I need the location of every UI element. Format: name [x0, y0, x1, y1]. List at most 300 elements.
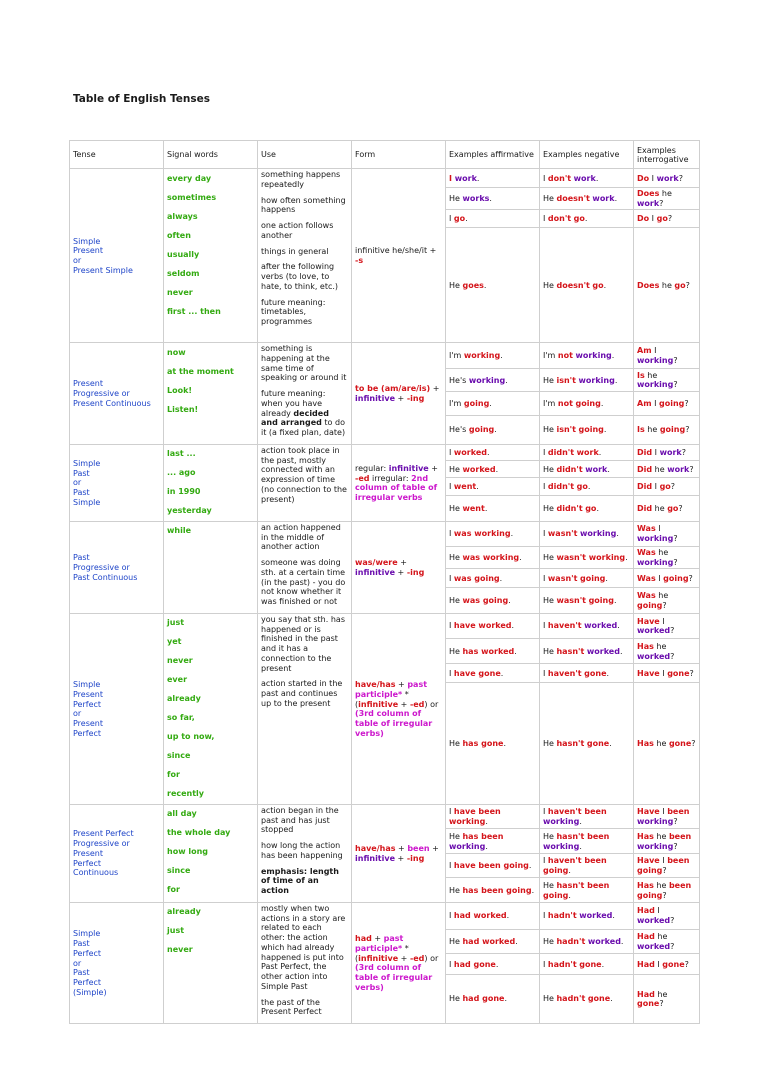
text-run: work	[454, 173, 477, 183]
text-run: .	[568, 866, 571, 875]
text-run: .	[515, 937, 518, 947]
text-run: .	[500, 350, 503, 360]
text-run: ?	[685, 280, 690, 290]
signal-word: every day	[167, 173, 212, 183]
text-run: ?	[667, 214, 673, 224]
example-neg-cell	[540, 546, 634, 569]
form-cell	[352, 902, 446, 1023]
example-neg-cell	[540, 392, 634, 416]
text-run: I'm	[543, 399, 558, 409]
text-run: he	[644, 370, 658, 380]
text-run: was going	[462, 595, 509, 605]
text-run: I	[449, 482, 454, 491]
text-run: worked	[587, 937, 621, 947]
example-neg-cell	[540, 902, 634, 929]
text-run: working	[449, 841, 486, 851]
text-run: I	[449, 448, 454, 458]
text-run: he	[653, 738, 669, 748]
text-run: future meaning: when you have already	[261, 389, 326, 418]
text-run: hadn't	[556, 994, 586, 1004]
text-run: infinitive	[355, 393, 396, 403]
text-run: I	[449, 214, 454, 224]
header-tense: Tense	[70, 141, 164, 169]
text-run: wasn't	[547, 529, 578, 539]
text-run: ) or	[424, 953, 439, 963]
text-run: working	[637, 380, 674, 390]
text-run: work	[637, 199, 660, 208]
text-run: he	[653, 831, 669, 841]
text-run: infinitive	[358, 953, 399, 963]
text-run: past participle*	[355, 680, 428, 699]
form-cell	[352, 521, 446, 613]
text-run: working	[637, 841, 674, 851]
text-run: he	[659, 280, 675, 290]
example-int-cell	[634, 853, 700, 878]
text-run: -ed	[355, 473, 370, 483]
use-cell	[258, 804, 352, 902]
text-run: hasn't	[556, 646, 585, 656]
text-run: haven't been	[547, 807, 607, 817]
example-aff-cell	[446, 188, 540, 210]
text-run: was going	[453, 573, 500, 583]
tenses-table-container	[69, 140, 699, 1024]
text-run: ?	[673, 355, 678, 365]
text-run: had worked	[453, 911, 507, 921]
text-run: didn't	[547, 482, 575, 491]
text-run: He	[449, 464, 463, 474]
text-run: Had	[637, 906, 655, 916]
signal-word: never	[167, 656, 193, 666]
text-run: hasn't been	[556, 831, 610, 841]
text-run: .	[609, 738, 612, 748]
text-run: action began in the past and has just stopped	[261, 805, 339, 835]
text-run: didn't	[556, 464, 583, 474]
text-run: been	[407, 844, 430, 853]
text-run: to do it (a fixed plan, date)	[261, 418, 346, 437]
text-run: action started in the past and continues up to the present	[261, 679, 343, 708]
table-row	[70, 169, 700, 188]
text-run: I	[543, 529, 548, 539]
text-run: I	[651, 346, 657, 356]
example-neg-cell	[540, 829, 634, 854]
text-run: .	[598, 448, 602, 458]
example-int-cell	[634, 954, 700, 974]
signal-word: Look!	[167, 385, 193, 395]
text-run: goes	[462, 280, 484, 290]
text-run: Does	[637, 280, 660, 290]
text-run: +	[398, 953, 410, 963]
text-run: an action happened in the middle of another action	[261, 522, 341, 552]
text-run: go	[453, 214, 466, 224]
text-run: I	[449, 173, 455, 183]
text-run: .	[508, 595, 511, 605]
text-run: work	[573, 173, 596, 183]
example-aff-cell	[446, 829, 540, 854]
text-run: I	[449, 807, 454, 817]
text-run: ?	[662, 890, 667, 900]
text-run: one action follows another	[261, 221, 334, 240]
tense-name-line: Perfect	[73, 948, 102, 958]
text-run: Have	[637, 668, 660, 678]
use-paragraph	[261, 247, 348, 257]
text-run: didn't	[547, 448, 575, 458]
text-run: Did	[637, 464, 653, 474]
use-paragraph	[261, 170, 348, 190]
text-run: He	[543, 595, 557, 605]
text-run: was/were	[355, 558, 398, 567]
example-aff-cell	[446, 210, 540, 228]
text-run: Was	[637, 548, 656, 558]
text-run: Am	[637, 346, 652, 356]
text-run: gone	[584, 668, 607, 678]
text-run: work	[667, 464, 690, 474]
text-run: someone was doing sth. at a certain time (in the past) - you do not know whether it was finished or not	[261, 558, 346, 606]
text-run: I	[543, 448, 548, 458]
text-run: worked	[637, 626, 671, 636]
table-row	[70, 444, 700, 461]
signal-word: ever	[167, 675, 188, 685]
text-run: .	[614, 194, 618, 204]
text-run: wasn't	[547, 573, 578, 583]
text-run: hasn't been going	[543, 880, 610, 900]
text-run: have gone	[453, 668, 501, 678]
text-run: infinitive	[358, 699, 399, 709]
text-run: He	[543, 994, 557, 1004]
text-run: Have	[637, 807, 660, 817]
text-run: I	[543, 573, 548, 583]
text-run: have worked	[453, 621, 512, 631]
example-aff-cell	[446, 415, 540, 444]
text-run: worked	[586, 646, 620, 656]
text-run: has worked	[462, 646, 515, 656]
text-run: Did	[637, 482, 653, 491]
example-neg-cell	[540, 368, 634, 392]
text-run: he	[654, 932, 668, 942]
text-run: .	[489, 399, 492, 409]
signal-word: yet	[167, 637, 182, 647]
text-run: I	[543, 173, 548, 183]
text-run: .	[485, 817, 488, 826]
text-run: ?	[662, 600, 667, 610]
example-neg-cell	[540, 682, 634, 804]
example-int-cell	[634, 829, 700, 854]
text-run: the past of the Present Perfect	[261, 997, 322, 1017]
use-paragraph	[261, 446, 348, 505]
example-neg-cell	[540, 343, 634, 369]
text-run: working	[637, 817, 674, 826]
tense-name-line: or	[73, 958, 82, 968]
table-row	[70, 613, 700, 638]
text-run: ?	[691, 738, 696, 748]
text-run: working	[468, 375, 506, 385]
form-cell	[352, 444, 446, 521]
text-run: going	[637, 600, 663, 610]
example-int-cell	[634, 546, 700, 569]
text-run: he	[652, 464, 668, 474]
signal-words-cell	[164, 444, 258, 521]
text-run: .	[584, 214, 588, 224]
form-cell	[352, 343, 446, 445]
text-run: .	[476, 482, 479, 491]
page-title: Table of English Tenses	[73, 93, 210, 105]
text-run: I	[654, 906, 660, 916]
text-run: work	[576, 448, 599, 458]
example-neg-cell	[540, 804, 634, 829]
text-run: -s	[355, 256, 364, 265]
text-run: was working	[462, 553, 520, 563]
text-run: .	[495, 464, 499, 474]
use-paragraph	[261, 615, 348, 674]
text-run: ?	[684, 959, 689, 969]
text-run: worked	[584, 621, 618, 631]
text-run: I	[652, 448, 660, 458]
text-run: have been working	[449, 807, 501, 826]
signal-word: up to now,	[167, 732, 215, 742]
text-run: .	[619, 646, 623, 656]
text-run: mostly when two actions in a story are related to each other: the action which had already happened is put into Past Perfect, the other action into Simple Past	[261, 903, 346, 991]
text-run: been	[668, 831, 692, 841]
signal-word: the whole day	[167, 828, 231, 838]
text-run: working	[579, 529, 617, 539]
text-run: .	[494, 425, 497, 435]
tense-name-cell	[70, 444, 164, 521]
tense-name-line: Present	[73, 848, 104, 858]
example-aff-cell	[446, 878, 540, 903]
text-run: infinitive	[355, 853, 396, 863]
example-neg-cell	[540, 210, 634, 228]
tense-name-cell	[70, 613, 164, 804]
example-aff-cell	[446, 521, 540, 546]
text-run: Do	[637, 173, 650, 183]
text-run: 2nd column of table of irregular verbs	[355, 473, 438, 502]
text-run: +	[429, 844, 439, 853]
text-run: have/has	[355, 680, 396, 689]
use-cell	[258, 169, 352, 343]
text-run: go	[576, 482, 588, 491]
text-run: .	[476, 173, 480, 183]
text-run: working	[463, 350, 501, 360]
text-run: ?	[689, 464, 694, 474]
header-examples-affirmative: Examples affirmative	[446, 141, 540, 169]
text-run: action took place in the past, mostly connected with an expression of time (no connection to the present)	[261, 445, 347, 504]
text-run: I	[649, 173, 657, 183]
tense-name-line: Present Simple	[73, 265, 133, 275]
example-aff-cell	[446, 587, 540, 613]
example-aff-cell	[446, 569, 540, 588]
text-run: He	[449, 503, 463, 513]
text-run: I	[659, 856, 668, 866]
text-run: ?	[673, 557, 678, 567]
use-paragraph	[261, 221, 348, 241]
text-run: going	[658, 399, 685, 409]
text-run: .	[617, 621, 620, 631]
text-run: have/has	[355, 844, 396, 853]
example-aff-cell	[446, 228, 540, 343]
signal-words-cell	[164, 613, 258, 804]
text-run: -ed	[409, 953, 425, 963]
text-run: Is	[637, 370, 645, 380]
text-run: +	[395, 844, 408, 853]
text-run: *(	[355, 943, 409, 963]
tense-name-line: Perfect	[73, 858, 102, 868]
text-run: hadn't	[547, 959, 577, 969]
text-run: I	[649, 214, 657, 224]
signal-word: last ...	[167, 449, 196, 459]
text-run: ?	[670, 942, 675, 952]
text-run: He	[543, 280, 557, 290]
example-int-cell	[634, 682, 700, 804]
text-run: Did	[637, 448, 653, 458]
text-run: going	[659, 425, 686, 435]
text-run: .	[612, 911, 615, 921]
signal-word: for	[167, 770, 180, 780]
text-run: don't	[547, 173, 572, 183]
text-run: .	[465, 214, 468, 224]
text-run: been	[667, 856, 690, 866]
example-int-cell	[634, 368, 700, 392]
table-row	[70, 343, 700, 369]
tense-name-line: Simple	[73, 458, 101, 468]
signal-word: sometimes	[167, 192, 217, 202]
text-run: He	[449, 553, 463, 563]
text-run: going	[575, 399, 601, 409]
text-run: ?	[689, 668, 694, 678]
signal-words-cell	[164, 169, 258, 343]
text-run: ?	[673, 817, 678, 826]
text-run: +	[427, 246, 437, 256]
text-run: +	[395, 567, 407, 577]
tense-name-line: Present	[73, 379, 104, 389]
text-run: .	[511, 621, 515, 631]
signal-word: since	[167, 866, 191, 876]
text-run: future meaning: timetables, programmes	[261, 297, 326, 326]
text-run: after the following verbs (to love, to hate, to think, etc.)	[261, 262, 339, 291]
header-row	[70, 141, 700, 169]
tense-name-line: Present	[73, 246, 104, 256]
text-run: .	[614, 375, 618, 385]
text-run: doesn't	[556, 194, 590, 204]
text-run: .	[616, 529, 619, 539]
tense-name-cell	[70, 521, 164, 613]
text-run: I	[449, 959, 454, 969]
text-run: going	[463, 399, 490, 409]
text-run: ?	[678, 503, 683, 513]
example-int-cell	[634, 613, 700, 638]
example-neg-cell	[540, 613, 634, 638]
tense-name-line: Progressive or	[73, 389, 130, 398]
text-run: (3rd column of table of irregular verbs)	[355, 963, 433, 992]
text-run: Was	[637, 573, 656, 583]
signal-word: never	[167, 945, 193, 955]
example-int-cell	[634, 569, 700, 588]
example-int-cell	[634, 664, 700, 683]
example-neg-cell	[540, 444, 634, 461]
example-aff-cell	[446, 546, 540, 569]
text-run: .	[610, 994, 613, 1004]
text-run: He	[449, 646, 463, 656]
tenses-table	[69, 140, 700, 1024]
example-aff-cell	[446, 974, 540, 1023]
header-signal-words: Signal words	[164, 141, 258, 169]
text-run: irregular:	[369, 473, 412, 483]
text-run: He	[543, 194, 557, 204]
table-row	[70, 521, 700, 546]
text-run: not	[557, 350, 573, 360]
use-paragraph	[261, 523, 348, 552]
use-paragraph	[261, 558, 348, 607]
text-run: -ing	[406, 393, 425, 403]
text-run: go	[667, 503, 679, 513]
tense-name-line: Simple	[73, 929, 101, 939]
text-run: Was	[637, 591, 656, 601]
text-run: I	[543, 959, 548, 969]
text-run: I'm	[449, 399, 464, 409]
signal-word: never	[167, 287, 193, 297]
text-run: something happens repeatedly	[261, 170, 341, 189]
text-run: working	[637, 534, 674, 544]
example-int-cell	[634, 478, 700, 496]
tense-name-line: Simple	[73, 680, 101, 689]
text-run: emphasis: length of time of an action	[261, 866, 339, 895]
text-run: .	[605, 573, 608, 583]
example-int-cell	[634, 444, 700, 461]
tense-name-line: or	[73, 478, 82, 488]
text-run: I	[659, 668, 668, 678]
text-run: He	[543, 503, 557, 513]
text-run: He's	[449, 375, 469, 385]
text-run: had gone	[453, 959, 496, 969]
text-run: gone	[662, 959, 685, 969]
text-run: I	[449, 621, 454, 631]
text-run: working	[543, 817, 580, 826]
example-aff-cell	[446, 444, 540, 461]
text-run: +	[395, 393, 407, 403]
text-run: gone	[586, 738, 610, 748]
signal-word: so far,	[167, 713, 195, 723]
text-run: go	[585, 503, 597, 513]
tense-name-line: Present	[73, 719, 104, 728]
text-run: I	[543, 911, 548, 921]
text-run: go	[573, 214, 585, 224]
text-run: gone	[667, 668, 690, 678]
text-run: work	[585, 464, 608, 474]
signal-word: often	[167, 230, 191, 240]
text-run: I	[543, 621, 548, 631]
header-form: Form	[352, 141, 446, 169]
example-aff-cell	[446, 664, 540, 683]
use-paragraph	[261, 262, 348, 291]
text-run: he	[655, 548, 669, 558]
tense-name-line: Progressive or	[73, 562, 130, 572]
text-run: go	[674, 280, 686, 290]
example-int-cell	[634, 343, 700, 369]
text-run: isn't	[556, 425, 576, 435]
form-cell	[352, 804, 446, 902]
text-run: he	[653, 880, 669, 890]
text-run: ?	[673, 841, 678, 851]
signal-word: Listen!	[167, 404, 199, 414]
tense-name-line: Past	[73, 468, 90, 478]
text-run: He	[543, 553, 557, 563]
text-run: Had	[637, 989, 655, 999]
form-cell	[352, 169, 446, 343]
text-run: ?	[685, 425, 690, 435]
example-neg-cell	[540, 638, 634, 663]
tense-name-line: Perfect	[73, 978, 102, 987]
text-run: He	[543, 425, 557, 435]
text-run: don't	[547, 214, 572, 224]
text-run: ?	[673, 380, 678, 390]
